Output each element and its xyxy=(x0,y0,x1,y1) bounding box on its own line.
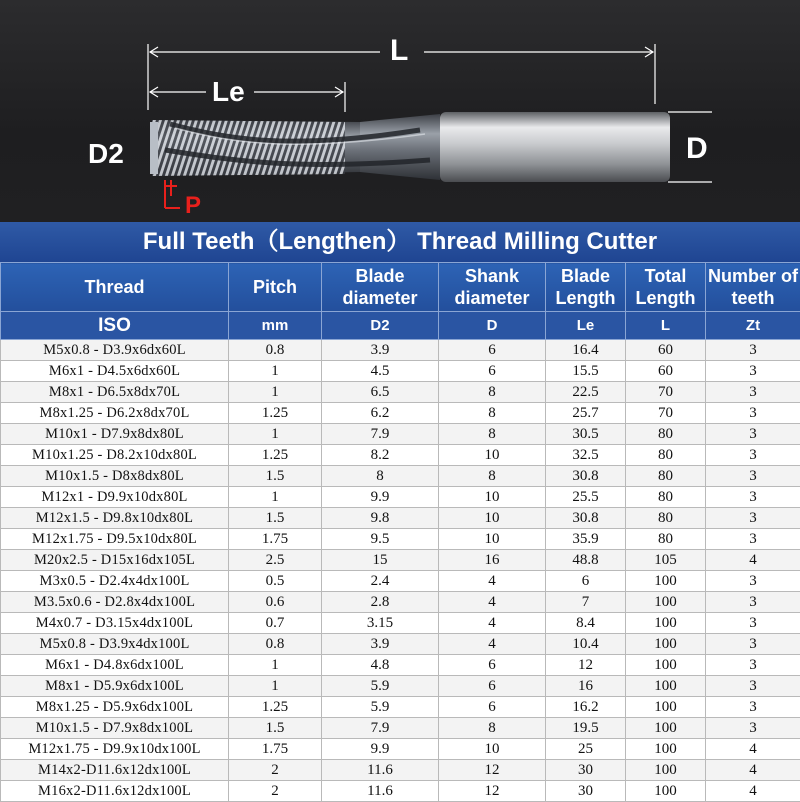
cell-thread: M8x1 - D6.5x8dx70L xyxy=(1,382,229,403)
cell-thread: M12x1.75 - D9.9x10dx100L xyxy=(1,739,229,760)
cell-total-length: 80 xyxy=(626,424,706,445)
product-diagram xyxy=(0,0,800,222)
cell-thread: M20x2.5 - D15x16dx105L xyxy=(1,550,229,571)
table-row xyxy=(1,403,800,424)
col-teeth-header: Number of teeth xyxy=(706,263,800,312)
cell-blade-length: 25.5 xyxy=(546,487,626,508)
cell-thread: M10x1.5 - D8x8dx80L xyxy=(1,466,229,487)
cell-thread: M12x1.5 - D9.8x10dx80L xyxy=(1,508,229,529)
table-row xyxy=(1,361,800,382)
cell-total-length: 100 xyxy=(626,634,706,655)
cell-blade-length: 22.5 xyxy=(546,382,626,403)
cell-shank-diameter: 8 xyxy=(439,403,546,424)
table-row xyxy=(1,760,800,781)
cell-total-length: 80 xyxy=(626,508,706,529)
pitch-marker xyxy=(165,180,180,208)
cell-thread: M3x0.5 - D2.4x4dx100L xyxy=(1,571,229,592)
cell-teeth: 3 xyxy=(706,634,800,655)
cell-blade-diameter: 7.9 xyxy=(322,424,439,445)
dimension-Le-label: Le xyxy=(212,76,245,108)
cell-shank-diameter: 4 xyxy=(439,613,546,634)
cell-total-length: 100 xyxy=(626,781,706,802)
cell-shank-diameter: 16 xyxy=(439,550,546,571)
cell-total-length: 70 xyxy=(626,382,706,403)
cell-blade-length: 6 xyxy=(546,571,626,592)
cell-blade-diameter: 4.8 xyxy=(322,655,439,676)
table-row xyxy=(1,487,800,508)
cell-pitch: 1.5 xyxy=(229,466,322,487)
cell-total-length: 100 xyxy=(626,697,706,718)
cell-thread: M6x1 - D4.8x6dx100L xyxy=(1,655,229,676)
cell-blade-length: 15.5 xyxy=(546,361,626,382)
cell-total-length: 100 xyxy=(626,739,706,760)
cell-blade-diameter: 8 xyxy=(322,466,439,487)
cell-total-length: 60 xyxy=(626,361,706,382)
unit-teeth: Zt xyxy=(706,312,800,340)
cell-shank-diameter: 10 xyxy=(439,508,546,529)
cell-teeth: 4 xyxy=(706,760,800,781)
cell-blade-diameter: 5.9 xyxy=(322,676,439,697)
cell-total-length: 105 xyxy=(626,550,706,571)
cell-blade-length: 48.8 xyxy=(546,550,626,571)
cell-blade-diameter: 3.9 xyxy=(322,634,439,655)
cell-pitch: 1 xyxy=(229,424,322,445)
cell-teeth: 3 xyxy=(706,340,800,361)
cell-shank-diameter: 6 xyxy=(439,655,546,676)
cell-teeth: 3 xyxy=(706,361,800,382)
cell-blade-diameter: 15 xyxy=(322,550,439,571)
cell-teeth: 3 xyxy=(706,697,800,718)
table-row xyxy=(1,739,800,760)
cell-total-length: 80 xyxy=(626,487,706,508)
cell-thread: M10x1 - D7.9x8dx80L xyxy=(1,424,229,445)
cell-blade-diameter: 9.5 xyxy=(322,529,439,550)
cell-blade-length: 8.4 xyxy=(546,613,626,634)
table-row xyxy=(1,676,800,697)
cell-blade-diameter: 2.4 xyxy=(322,571,439,592)
cell-blade-diameter: 11.6 xyxy=(322,760,439,781)
cell-total-length: 100 xyxy=(626,592,706,613)
table-row xyxy=(1,571,800,592)
cell-thread: M10x1.5 - D7.9x8dx100L xyxy=(1,718,229,739)
cell-blade-diameter: 9.9 xyxy=(322,487,439,508)
cell-thread: M5x0.8 - D3.9x6dx60L xyxy=(1,340,229,361)
cell-teeth: 3 xyxy=(706,382,800,403)
table-row xyxy=(1,445,800,466)
cell-pitch: 2 xyxy=(229,760,322,781)
cell-blade-diameter: 6.5 xyxy=(322,382,439,403)
cell-blade-diameter: 9.8 xyxy=(322,508,439,529)
table-row xyxy=(1,718,800,739)
cell-blade-length: 30 xyxy=(546,781,626,802)
cell-teeth: 3 xyxy=(706,403,800,424)
unit-pitch: mm xyxy=(229,312,322,340)
cell-blade-length: 25 xyxy=(546,739,626,760)
cell-blade-diameter: 9.9 xyxy=(322,739,439,760)
col-blade-length-header: Blade Length xyxy=(546,263,626,312)
table-row xyxy=(1,781,800,802)
cell-shank-diameter: 6 xyxy=(439,361,546,382)
cell-thread: M12x1.75 - D9.5x10dx80L xyxy=(1,529,229,550)
cell-total-length: 80 xyxy=(626,445,706,466)
cell-pitch: 0.6 xyxy=(229,592,322,613)
unit-total-length: L xyxy=(626,312,706,340)
cell-pitch: 1.25 xyxy=(229,445,322,466)
col-shank-diameter-header: Shank diameter xyxy=(439,263,546,312)
cell-shank-diameter: 10 xyxy=(439,529,546,550)
cell-shank-diameter: 12 xyxy=(439,760,546,781)
cell-thread: M8x1.25 - D5.9x6dx100L xyxy=(1,697,229,718)
cell-thread: M8x1 - D5.9x6dx100L xyxy=(1,676,229,697)
cell-blade-diameter: 3.15 xyxy=(322,613,439,634)
cell-blade-length: 16.2 xyxy=(546,697,626,718)
cell-blade-diameter: 8.2 xyxy=(322,445,439,466)
col-total-length-header: Total Length xyxy=(626,263,706,312)
cell-shank-diameter: 10 xyxy=(439,445,546,466)
table-row xyxy=(1,340,800,361)
cell-teeth: 3 xyxy=(706,424,800,445)
cell-teeth: 3 xyxy=(706,613,800,634)
cell-shank-diameter: 6 xyxy=(439,676,546,697)
cell-shank-diameter: 6 xyxy=(439,697,546,718)
cell-blade-diameter: 5.9 xyxy=(322,697,439,718)
cell-blade-length: 16.4 xyxy=(546,340,626,361)
cell-blade-length: 25.7 xyxy=(546,403,626,424)
cell-shank-diameter: 4 xyxy=(439,634,546,655)
cell-shank-diameter: 10 xyxy=(439,487,546,508)
cell-pitch: 0.8 xyxy=(229,634,322,655)
cell-pitch: 1.25 xyxy=(229,403,322,424)
cell-teeth: 3 xyxy=(706,592,800,613)
cell-blade-length: 10.4 xyxy=(546,634,626,655)
cell-total-length: 100 xyxy=(626,571,706,592)
cell-blade-length: 30.8 xyxy=(546,508,626,529)
cell-pitch: 1.5 xyxy=(229,718,322,739)
table-row xyxy=(1,466,800,487)
col-pitch-header: Pitch xyxy=(229,263,322,312)
spec-table xyxy=(0,262,800,802)
cell-blade-length: 30.5 xyxy=(546,424,626,445)
cell-shank-diameter: 8 xyxy=(439,424,546,445)
cell-teeth: 3 xyxy=(706,718,800,739)
dimension-L-label: L xyxy=(390,34,408,68)
cell-pitch: 0.5 xyxy=(229,571,322,592)
table-row xyxy=(1,529,800,550)
cell-total-length: 80 xyxy=(626,529,706,550)
cell-total-length: 70 xyxy=(626,403,706,424)
cell-pitch: 0.7 xyxy=(229,613,322,634)
cell-teeth: 3 xyxy=(706,655,800,676)
col-blade-diameter-header: Blade diameter xyxy=(322,263,439,312)
neck xyxy=(360,114,440,180)
table-row xyxy=(1,655,800,676)
cell-total-length: 100 xyxy=(626,718,706,739)
dimension-D-label: D xyxy=(686,132,708,166)
cell-thread: M4x0.7 - D3.15x4dx100L xyxy=(1,613,229,634)
cell-thread: M16x2-D11.6x12dx100L xyxy=(1,781,229,802)
cell-blade-length: 32.5 xyxy=(546,445,626,466)
cell-total-length: 100 xyxy=(626,655,706,676)
unit-row xyxy=(1,312,800,340)
cell-thread: M5x0.8 - D3.9x4dx100L xyxy=(1,634,229,655)
cell-thread: M14x2-D11.6x12dx100L xyxy=(1,760,229,781)
cell-pitch: 1.5 xyxy=(229,508,322,529)
unit-blade-length: Le xyxy=(546,312,626,340)
table-row xyxy=(1,697,800,718)
cell-pitch: 1 xyxy=(229,382,322,403)
cell-pitch: 2 xyxy=(229,781,322,802)
cell-shank-diameter: 8 xyxy=(439,718,546,739)
cell-teeth: 4 xyxy=(706,781,800,802)
cell-thread: M12x1 - D9.9x10dx80L xyxy=(1,487,229,508)
table-row xyxy=(1,424,800,445)
cell-pitch: 1 xyxy=(229,655,322,676)
cell-pitch: 1.75 xyxy=(229,529,322,550)
cell-pitch: 1 xyxy=(229,361,322,382)
cell-pitch: 1.75 xyxy=(229,739,322,760)
cell-blade-diameter: 11.6 xyxy=(322,781,439,802)
table-row xyxy=(1,550,800,571)
product-title: Full Teeth（Lengthen） Thread Milling Cutter xyxy=(0,222,800,262)
cell-teeth: 3 xyxy=(706,487,800,508)
cell-total-length: 60 xyxy=(626,340,706,361)
cell-thread: M6x1 - D4.5x6dx60L xyxy=(1,361,229,382)
table-row xyxy=(1,613,800,634)
cell-blade-length: 30 xyxy=(546,760,626,781)
unit-thread: ISO xyxy=(1,312,229,340)
cell-blade-diameter: 6.2 xyxy=(322,403,439,424)
header-row xyxy=(1,263,800,312)
cell-shank-diameter: 6 xyxy=(439,340,546,361)
cell-teeth: 3 xyxy=(706,676,800,697)
table-row xyxy=(1,634,800,655)
cell-total-length: 100 xyxy=(626,613,706,634)
cell-pitch: 1 xyxy=(229,676,322,697)
cell-blade-diameter: 4.5 xyxy=(322,361,439,382)
cell-pitch: 2.5 xyxy=(229,550,322,571)
cutter-tip xyxy=(150,122,158,174)
cell-teeth: 3 xyxy=(706,508,800,529)
unit-shank-diameter: D xyxy=(439,312,546,340)
cell-blade-length: 12 xyxy=(546,655,626,676)
dimension-D2-label: D2 xyxy=(88,138,124,170)
cell-teeth: 3 xyxy=(706,529,800,550)
table-row xyxy=(1,382,800,403)
cell-blade-diameter: 2.8 xyxy=(322,592,439,613)
cell-blade-length: 16 xyxy=(546,676,626,697)
cell-teeth: 4 xyxy=(706,550,800,571)
cell-thread: M3.5x0.6 - D2.8x4dx100L xyxy=(1,592,229,613)
cell-pitch: 1.25 xyxy=(229,697,322,718)
cell-shank-diameter: 8 xyxy=(439,382,546,403)
cell-teeth: 3 xyxy=(706,571,800,592)
dimension-P-label: P xyxy=(185,192,201,220)
cell-blade-length: 19.5 xyxy=(546,718,626,739)
cell-shank-diameter: 4 xyxy=(439,592,546,613)
cell-teeth: 4 xyxy=(706,739,800,760)
cell-shank-diameter: 4 xyxy=(439,571,546,592)
table-row xyxy=(1,592,800,613)
col-thread-header: Thread xyxy=(1,263,229,312)
unit-blade-diameter: D2 xyxy=(322,312,439,340)
spec-table-body xyxy=(1,340,800,802)
cell-blade-length: 30.8 xyxy=(546,466,626,487)
cell-shank-diameter: 8 xyxy=(439,466,546,487)
cell-thread: M10x1.25 - D8.2x10dx80L xyxy=(1,445,229,466)
shank xyxy=(440,112,670,182)
cell-teeth: 3 xyxy=(706,445,800,466)
cell-total-length: 80 xyxy=(626,466,706,487)
cell-blade-diameter: 7.9 xyxy=(322,718,439,739)
cell-blade-length: 35.9 xyxy=(546,529,626,550)
cell-total-length: 100 xyxy=(626,676,706,697)
cell-shank-diameter: 12 xyxy=(439,781,546,802)
cell-pitch: 1 xyxy=(229,487,322,508)
cell-total-length: 100 xyxy=(626,760,706,781)
cell-shank-diameter: 10 xyxy=(439,739,546,760)
cell-pitch: 0.8 xyxy=(229,340,322,361)
cell-blade-length: 7 xyxy=(546,592,626,613)
table-row xyxy=(1,508,800,529)
cell-teeth: 3 xyxy=(706,466,800,487)
cell-blade-diameter: 3.9 xyxy=(322,340,439,361)
cell-thread: M8x1.25 - D6.2x8dx70L xyxy=(1,403,229,424)
